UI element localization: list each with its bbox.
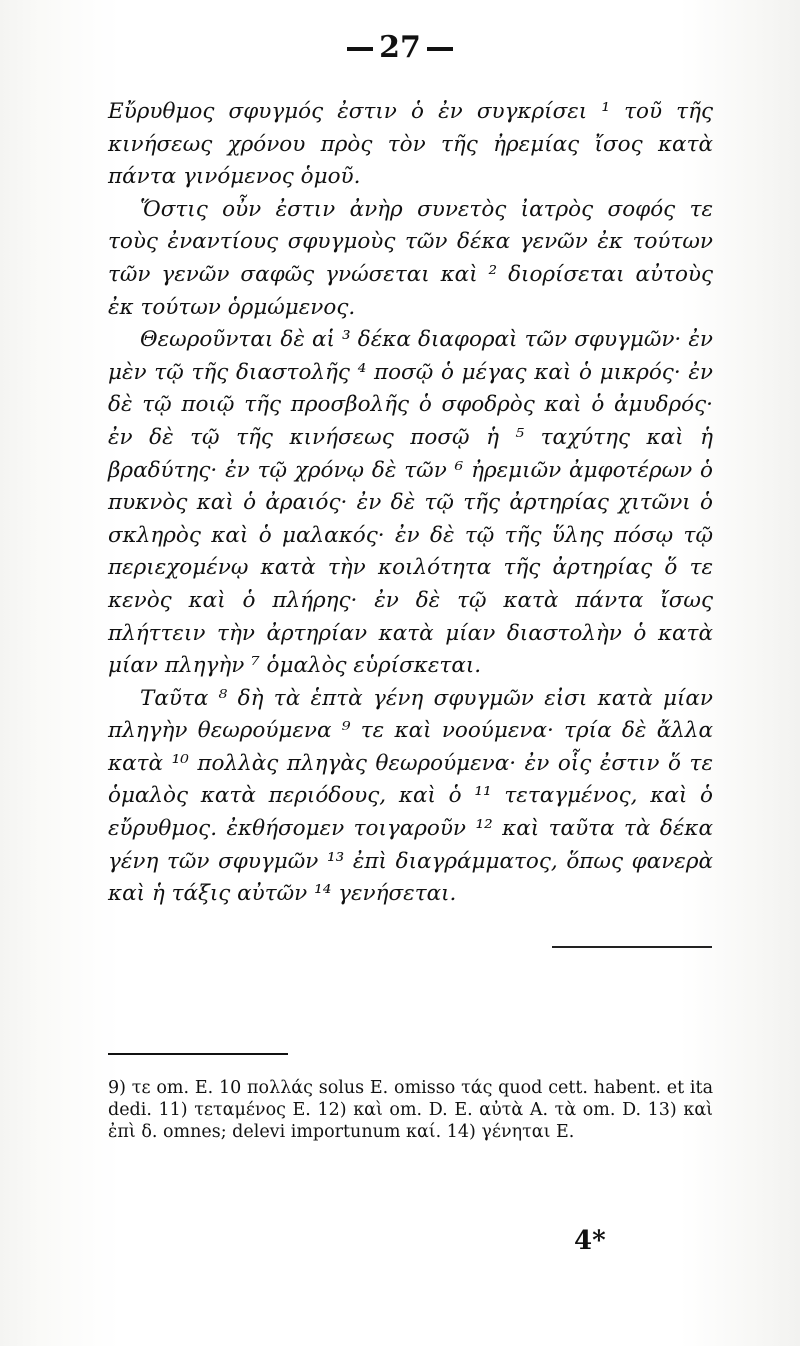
footnotes (108, 1077, 713, 1144)
header-dash-left (347, 47, 373, 51)
footnote-separator (108, 1053, 288, 1055)
text-end-rule (552, 946, 712, 948)
header-dash-right (427, 47, 453, 51)
footnote-text: 9) τε om. E. 10 πολλάς solus E. omisso τάς quod cett. habent. et ita dedi. 11) τεταμένος E. 12) καὶ om. D. E. αὐτὰ A. τὰ om. D. 13) καὶ ἐπὶ δ. omnes; delevi importunum καί. 14) γένηται E. (108, 1078, 713, 1143)
paragraph-2: Ὅστις οὖν ἐστιν ἀνὴρ συνετὸς ἰατρὸς σοφός τε τοὺς ἐναντίους σφυγμοὺς τῶν δέκα γενῶν ἐκ τούτων τῶν γενῶν σαφῶς γνώσεται καὶ ² διορίσεται αὐτοὺς ἐκ τούτων ὁρμώμενος. (108, 196, 713, 320)
main-text (108, 96, 713, 911)
paragraph-3: Θεωροῦνται δὲ αἱ ³ δέκα διαφοραὶ τῶν σφυγμῶν· ἐν μὲν τῷ τῆς διαστολῆς ⁴ ποσῷ ὁ μέγας καὶ ὁ μικρός· ἐν δὲ τῷ ποιῷ τῆς προσβολῆς ὁ σφοδρὸς καὶ ὁ ἀμυδρός· ἐν δὲ τῷ τῆς κινήσεως ποσῷ ἡ ⁵ ταχύτης καὶ ἡ βραδύτης· ἐν τῷ χρόνῳ δὲ τῶν ⁶ ἠρεμιῶν ἀμφοτέρων ὁ πυκνὸς καὶ ὁ ἀραιός· ἐν δὲ τῷ τῆς ἀρτηρίας χιτῶνι ὁ σκληρὸς καὶ ὁ μαλακός· ἐν δὲ τῷ τῆς ὕλης πόσῳ τῷ περιεχομένῳ κατὰ τὴν κοιλότητα τῆς ἀρτηρίας ὅ τε κενὸς καὶ ὁ πλήρης· ἐν δὲ τῷ κατὰ πάντα ἴσως πλήττειν τὴν ἀρτηρίαν κατὰ μίαν διαστολὴν ὁ κατὰ μίαν πληγὴν ⁷ ὁμαλὸς εὑρίσκεται. (108, 327, 713, 679)
signature-mark: 4* (574, 1226, 606, 1256)
paragraph-1: Εὔρυθμος σφυγμός ἐστιν ὁ ἐν συγκρίσει ¹ τοῦ τῆς κινήσεως χρόνου πρὸς τὸν τῆς ἠρεμίας ἴσος κατὰ πάντα γινόμενος ὁμοῦ. (108, 99, 713, 190)
page-header (0, 30, 800, 65)
paragraph-4: Ταῦτα ⁸ δὴ τὰ ἑπτὰ γένη σφυγμῶν εἰσι κατὰ μίαν πληγὴν θεωρούμενα ⁹ τε καὶ νοούμενα· τρία δὲ ἄλλα κατὰ ¹⁰ πολλὰς πληγὰς θεωρούμενα· ἐν οἷς ἐστιν ὅ τε ὁμαλὸς κατὰ περιόδους, καὶ ὁ ¹¹ τεταγμένος, καὶ ὁ εὔρυθμος. ἐκθήσομεν τοιγαροῦν ¹² καὶ ταῦτα τὰ δέκα γένη τῶν σφυγμῶν ¹³ ἐπὶ διαγράμματος, ὅπως φανερὰ καὶ ἡ τάξις αὐτῶν ¹⁴ γενήσεται. (108, 685, 713, 907)
page-number: 27 (379, 30, 421, 65)
